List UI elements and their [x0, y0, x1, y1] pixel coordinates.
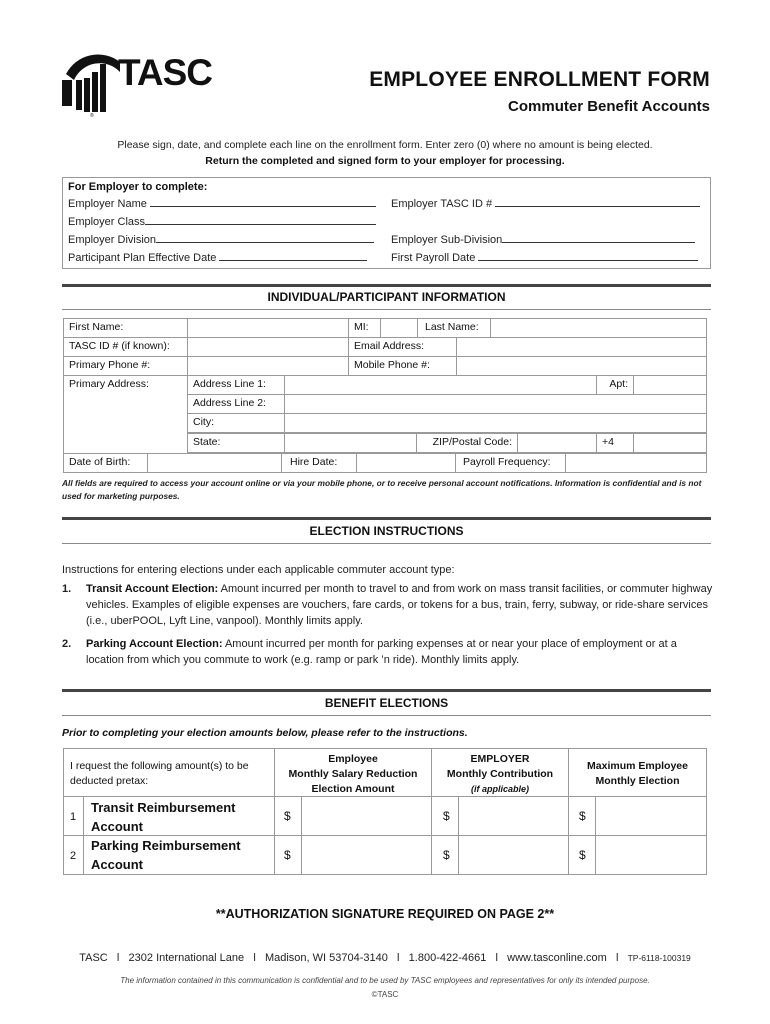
- first-payroll-date-field[interactable]: First Payroll Date: [391, 251, 698, 264]
- apt-label: Apt:: [596, 375, 634, 395]
- instructions-section-title: ELECTION INSTRUCTIONS: [309, 524, 464, 538]
- address-line1-label: Address Line 1:: [187, 375, 285, 395]
- maximum-election-header: Maximum Employee Monthly Election: [568, 748, 707, 797]
- tasc-id-label: TASC ID # (if known):: [63, 337, 188, 357]
- parking-employer-amount-input[interactable]: $: [431, 835, 569, 875]
- zip-plus4-label: +4: [596, 433, 634, 453]
- employer-division-field[interactable]: Employer Division: [68, 233, 374, 246]
- employer-class-field[interactable]: Employer Class: [68, 215, 376, 228]
- zip-label: ZIP/Postal Code:: [416, 433, 518, 453]
- city-label: City:: [187, 413, 285, 433]
- benefits-section-title: BENEFIT ELECTIONS: [324, 696, 449, 710]
- transit-reimbursement-label: Transit Reimbursement Account: [83, 796, 275, 836]
- section-divider: [62, 517, 711, 520]
- page-subtitle: Commuter Benefit Accounts: [508, 98, 710, 115]
- hire-date-label: Hire Date:: [281, 453, 357, 473]
- page-title: EMPLOYEE ENROLLMENT FORM: [369, 68, 710, 91]
- transit-instruction: 1. Transit Account Election: Amount incurred per month to travel to and from work on mass transit facilities, or commuter highway vehicles. Examples of eligible expenses are vouchers, fare cards, or tokens for a bus, train, ferry, subway, or ride-share services (i.e., uberPOOL, Lyft Line, vanpool). Monthly limits apply.: [62, 583, 713, 627]
- prior-note: Prior to completing your election amounts below, please refer to the instructions.: [62, 727, 468, 739]
- city-input[interactable]: [284, 413, 707, 433]
- instructions-intro: Instructions for entering elections under each applicable commuter account type:: [62, 564, 455, 576]
- transit-employee-amount-input[interactable]: $: [274, 796, 432, 836]
- primary-phone-input[interactable]: [187, 356, 349, 376]
- employee-election-header: Employee Monthly Salary Reduction Election Amount: [274, 748, 432, 797]
- request-column-header: I request the following amount(s) to be deducted pretax:: [63, 748, 275, 797]
- parking-maximum-input[interactable]: $: [568, 835, 707, 875]
- last-name-input[interactable]: [490, 318, 707, 338]
- hire-date-input[interactable]: [356, 453, 456, 473]
- email-label: Email Address:: [348, 337, 457, 357]
- zip-plus4-input[interactable]: [633, 433, 707, 453]
- svg-text:®: ®: [90, 113, 94, 119]
- apt-input[interactable]: [633, 375, 707, 395]
- section-rule: [62, 309, 711, 310]
- section-rule: [62, 715, 711, 716]
- dob-label: Date of Birth:: [63, 453, 148, 473]
- mi-label: MI:: [348, 318, 381, 338]
- website-link[interactable]: www.tasconline.com: [507, 952, 607, 964]
- confidentiality-notice: The information contained in this communication is confidential and to be used by TASC employees and representatives for only its intended purpose.: [120, 976, 650, 985]
- primary-address-label: Primary Address:: [63, 375, 188, 454]
- zip-input[interactable]: [517, 433, 597, 453]
- intro-text: Please sign, date, and complete each line on the enrollment form. Enter zero (0) where no amount is being elected.: [117, 139, 653, 151]
- primary-phone-label: Primary Phone #:: [63, 356, 188, 376]
- employer-sub-division-field[interactable]: Employer Sub-Division: [391, 233, 695, 246]
- dob-input[interactable]: [147, 453, 282, 473]
- address-line2-input[interactable]: [284, 394, 707, 414]
- email-input[interactable]: [456, 337, 707, 357]
- section-divider: [62, 689, 711, 692]
- authorization-notice: **AUTHORIZATION SIGNATURE REQUIRED ON PAGE 2**: [215, 907, 555, 921]
- employer-contribution-header: EMPLOYER Monthly Contribution (if applicable): [431, 748, 569, 797]
- address-line2-label: Address Line 2:: [187, 394, 285, 414]
- transit-maximum-input[interactable]: $: [568, 796, 707, 836]
- mi-input[interactable]: [380, 318, 418, 338]
- parking-instruction: 2. Parking Account Election: Amount incurred per month for parking expenses at or near your place of employment or at a location from which you commute to work (e.g. ramp or park ’n ride). Monthly limits apply.: [62, 638, 677, 666]
- tasc-logo: [62, 50, 232, 120]
- required-fields-note: All fields are required to access your account online or via your mobile phone, or to receive personal account notifications. Information is confidential and is not used for marketing purposes.: [62, 478, 702, 501]
- last-name-label: Last Name:: [417, 318, 491, 338]
- first-name-input[interactable]: [187, 318, 349, 338]
- footer-contact: TASC l 2302 International Lane l Madison, WI 53704-3140 l 1.800-422-4661 l www.tasconline.com l TP-6118-100319: [79, 952, 691, 964]
- row-number: 1: [63, 796, 84, 836]
- participant-section-title: INDIVIDUAL/PARTICIPANT INFORMATION: [267, 290, 506, 304]
- tasc-id-input[interactable]: [187, 337, 349, 357]
- parking-employee-amount-input[interactable]: $: [274, 835, 432, 875]
- employer-tasc-id-field[interactable]: Employer TASC ID #: [391, 197, 700, 210]
- section-rule: [62, 543, 711, 544]
- row-number: 2: [63, 835, 84, 875]
- mobile-phone-input[interactable]: [456, 356, 707, 376]
- plan-effective-date-field[interactable]: Participant Plan Effective Date: [68, 251, 367, 264]
- transit-employer-amount-input[interactable]: $: [431, 796, 569, 836]
- payroll-frequency-input[interactable]: [565, 453, 707, 473]
- state-label: State:: [187, 433, 285, 453]
- payroll-frequency-label: Payroll Frequency:: [455, 453, 566, 473]
- address-line1-input[interactable]: [284, 375, 597, 395]
- state-input[interactable]: [284, 433, 417, 453]
- logo-text: TASC: [118, 52, 212, 93]
- mobile-phone-label: Mobile Phone #:: [348, 356, 457, 376]
- first-name-label: First Name:: [63, 318, 188, 338]
- employer-name-field[interactable]: Employer Name: [68, 197, 376, 210]
- copyright: ©TASC: [371, 990, 399, 999]
- intro-return-text: Return the completed and signed form to your employer for processing.: [205, 155, 565, 167]
- employer-heading: For Employer to complete:: [68, 181, 208, 193]
- section-divider: [62, 284, 711, 287]
- parking-reimbursement-label: Parking Reimbursement Account: [83, 835, 275, 875]
